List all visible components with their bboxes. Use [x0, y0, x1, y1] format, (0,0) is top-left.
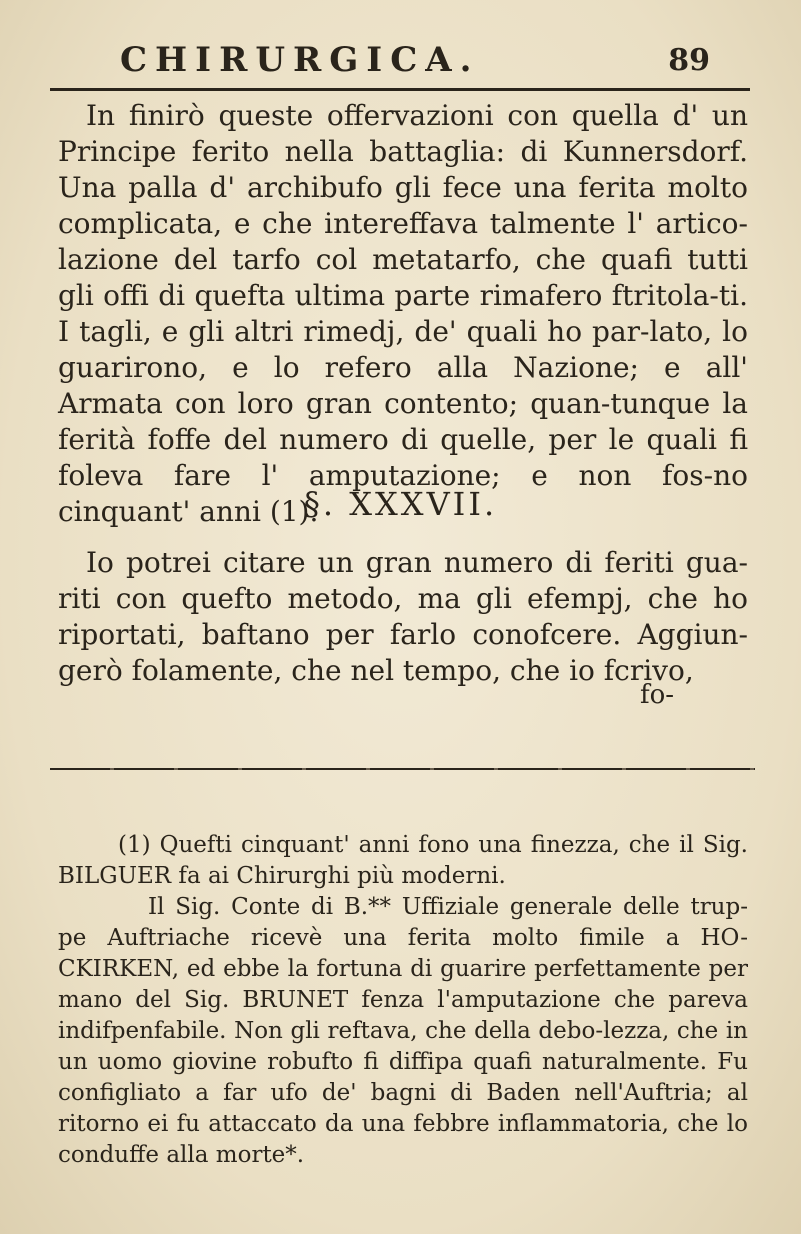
body-paragraph-2: Io potrei citare un gran numero di feriti gua-riti con quefto metodo, ma gli efempj, che ho riportati, baftano per farlo conofcere. Aggiun-gerò folamente, che nel tempo, che io fcrivo, — [58, 546, 748, 687]
catchword: fo- — [640, 680, 675, 710]
footnote-1: (1) Quefti cinquant' anni fono una finezza, che il Sig. BILGUER fa ai Chirurghi più moderni. — [58, 832, 748, 889]
page-header — [120, 36, 740, 84]
footnote-rule — [50, 768, 755, 770]
footnote-2: Il Sig. Conte di B.** Uffiziale generale delle trup-pe Auftriache ricevè una ferita molto fimile a HO-CKIRKEN, ed ebbe la fortuna di guarire perfettamente per mano del Sig. BRUNET fenza l'amputazione che pareva indifpenfabile. Non gli reftava, che della debo-lezza, che in un uomo giovine robufto fi diffipa quafi naturalmente. Fu configliato a far ufo de' bagni di Baden nell'Auftria; al ritorno ei fu attaccato da una febbre inflammatoria, che lo conduffe alla morte*. — [58, 894, 748, 1168]
body-paragraph-1: In finirò queste offervazioni con quella d' un Principe ferito nella battaglia: di Kunnersdorf. Una palla d' archibufo gli fece una ferita molto complicata, e che intereffava talmente l' artico-lazione del tarfo col metatarfo, che quafi tutti gli offi di quefta ultima parte rimafero ftritola-ti. I tagli, e gli altri rimedj, de' quali ho par-lato, lo guarirono, e lo refero alla Nazione; e all' Armata con loro gran contento; quan-tunque la ferità foffe del numero di quelle, per le quali fi foleva fare l' amputazione; e non fos-no cinquant' anni (1). — [58, 99, 748, 528]
footnote-block — [58, 830, 748, 1171]
page-number: 89 — [668, 42, 710, 78]
header-rule — [50, 88, 750, 91]
section-heading: §. XXXVII. — [303, 485, 498, 523]
running-head: CHIRURGICA. — [120, 40, 480, 80]
main-text-block-2 — [58, 545, 748, 689]
main-text-block — [58, 98, 748, 530]
